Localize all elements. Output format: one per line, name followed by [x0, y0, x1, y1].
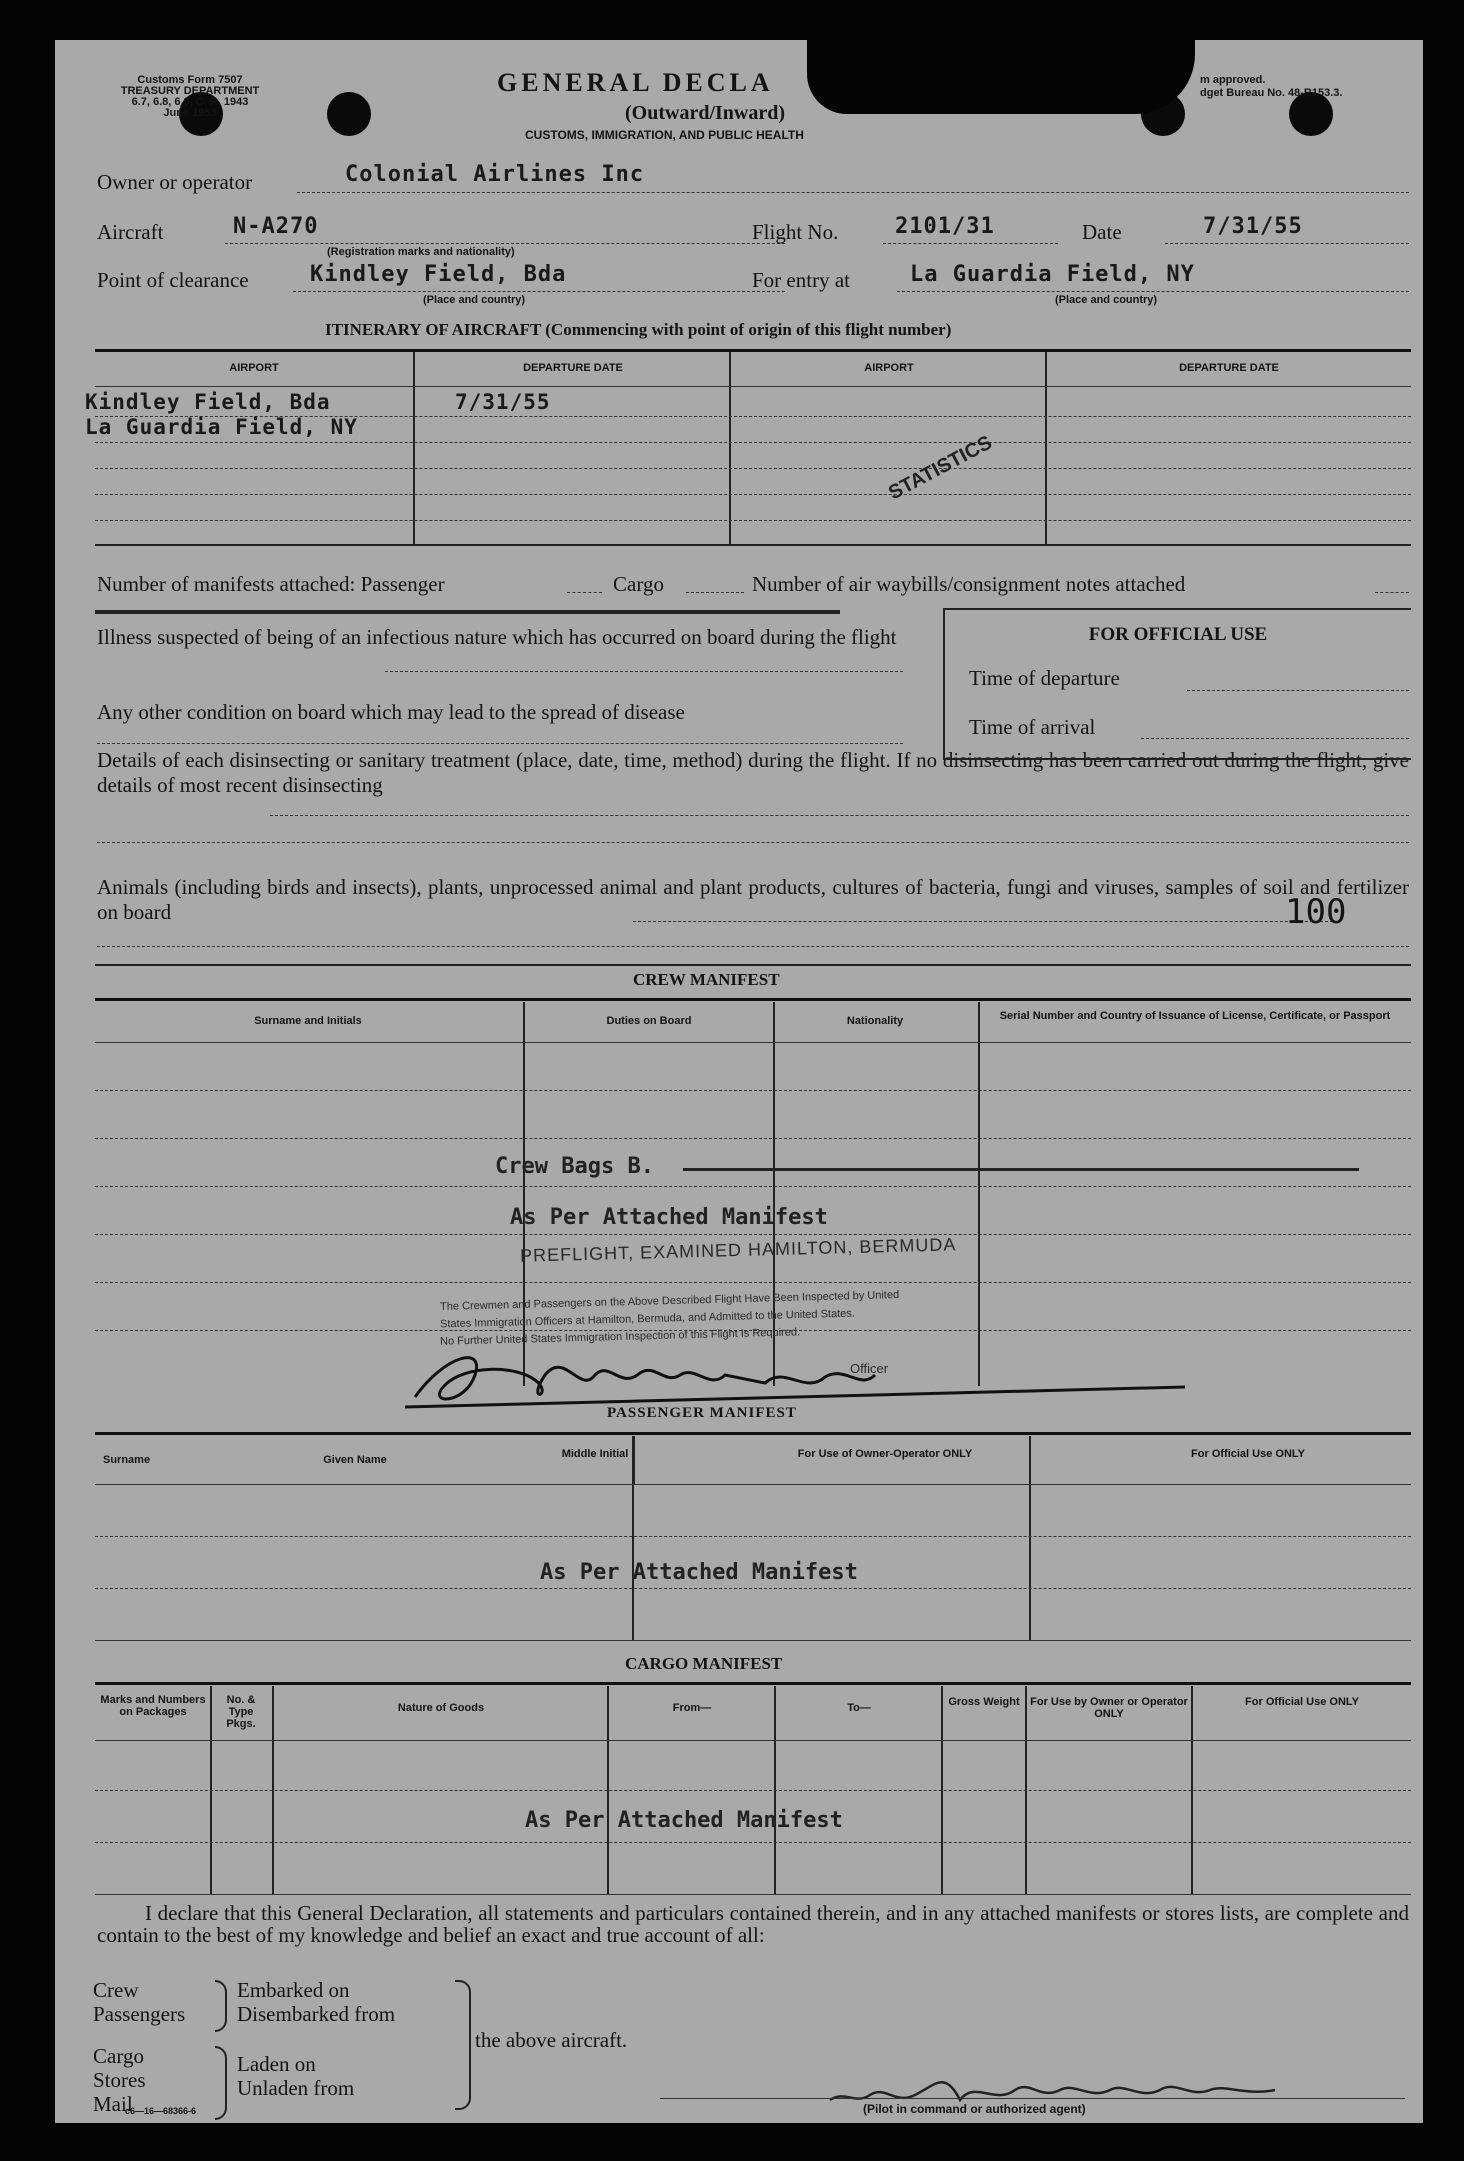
- clearance-note: (Place and country): [423, 294, 526, 306]
- form-number: Customs Form 7507: [137, 74, 243, 86]
- crew-row-line: [95, 1138, 1411, 1139]
- officer-signature: [405, 1335, 1185, 1415]
- crew-manifest-note: As Per Attached Manifest: [510, 1205, 828, 1230]
- crew-label: Crew: [93, 1978, 139, 2002]
- illness-question: Illness suspected of being of an infectious nature which has occurred on board during the flight: [97, 625, 897, 649]
- aircraft-phrase: the above aircraft.: [475, 2028, 628, 2052]
- crew-col-serial: Serial Number and Country of Issuance of License, Certificate, or Passport: [999, 1010, 1391, 1022]
- flight-line: [883, 243, 1058, 244]
- passengers-label: Passengers: [93, 2002, 186, 2026]
- cargo-bottom-rule: [95, 1894, 1411, 1895]
- passenger-row-line: [95, 1588, 1411, 1589]
- laden-label: Laden on: [237, 2052, 316, 2076]
- flight-no-value: 2101/31: [895, 214, 995, 239]
- date-label: Date: [1082, 220, 1122, 244]
- cargo-col-official: For Official Use ONLY: [1245, 1696, 1359, 1708]
- department: TREASURY DEPARTMENT: [120, 85, 260, 97]
- passenger-col-owner: For Use of Owner-Operator ONLY: [797, 1448, 973, 1460]
- itinerary-date-1: 7/31/55: [455, 390, 551, 414]
- pilot-note: (Pilot in command or authorized agent): [863, 2102, 1086, 2116]
- owner-line: [297, 192, 1409, 193]
- cargo-col-marks: Marks and Numbers on Packages: [100, 1694, 206, 1718]
- cargo-row-line: [95, 1790, 1411, 1791]
- itinerary-col-departure: DEPARTURE DATE: [523, 362, 623, 374]
- crew-divider: [523, 1002, 525, 1386]
- redaction-block: [807, 40, 1195, 114]
- regulations: 6.7, 6.8, 6.9, C. R. 1943: [131, 96, 249, 108]
- aircraft-label: Aircraft: [97, 220, 164, 244]
- form-agencies: CUSTOMS, IMMIGRATION, AND PUBLIC HEALTH: [525, 128, 804, 142]
- stamp-text-1: The Crewmen and Passengers on the Above Described Flight Have Been Inspected by United: [439, 1288, 900, 1314]
- itinerary-row-line: [95, 468, 1411, 469]
- itinerary-title: ITINERARY OF AIRCRAFT (Commencing with point of origin of this flight number): [325, 320, 952, 339]
- crew-divider: [978, 1002, 980, 1386]
- crew-row-line: [95, 1282, 1411, 1283]
- declaration-text: I declare that this General Declaration, all statements and particulars contained therein, and in any attached manifests or stores lists, are complete and contain to the best of my knowledge and belief an exact and true account of all:: [97, 1901, 1409, 1947]
- itinerary-row-line: [95, 494, 1411, 495]
- arrival-time-label: Time of arrival: [969, 715, 1096, 739]
- owner-value: Colonial Airlines Inc: [345, 162, 645, 187]
- official-use-box: [943, 608, 1411, 760]
- itinerary-divider: [729, 352, 731, 544]
- stamp-number: 100: [1285, 892, 1347, 932]
- crew-col-duties: Duties on Board: [606, 1015, 692, 1027]
- brace: [215, 1980, 227, 2032]
- itinerary-col-airport-2: AIRPORT: [864, 362, 914, 374]
- crew-bags-text: Crew Bags B.: [495, 1154, 654, 1179]
- animals-line-2: [97, 946, 1409, 947]
- crew-top-rule: [95, 998, 1411, 1001]
- date-line: [1165, 243, 1409, 244]
- crew-col-surname: Surname and Initials: [254, 1015, 362, 1027]
- waybills-label: Number of air waybills/consignment notes attached: [752, 572, 1186, 596]
- cargo-top-rule: [95, 1682, 1411, 1685]
- section-rule: [95, 964, 1411, 966]
- crew-header-rule: [95, 1042, 1411, 1043]
- crew-manifest-title: CREW MANIFEST: [633, 970, 780, 989]
- passenger-row-line: [95, 1536, 1411, 1537]
- entry-line: [897, 291, 1409, 292]
- itinerary-bottom-rule: [95, 544, 1411, 546]
- cargo-col-to: To—: [847, 1702, 871, 1714]
- cargo-row-line: [95, 1842, 1411, 1843]
- entry-value: La Guardia Field, NY: [910, 262, 1195, 287]
- stores-label: Stores: [93, 2068, 146, 2092]
- cargo-col-number: No. & Type Pkgs.: [226, 1694, 256, 1730]
- form-title: GENERAL DECLA: [497, 68, 774, 97]
- itinerary-header-rule: [95, 386, 1411, 387]
- entry-label: For entry at: [752, 268, 850, 292]
- aircraft-line: [225, 243, 785, 244]
- cargo-header-rule: [95, 1740, 1411, 1741]
- illness-line: [385, 671, 903, 672]
- disinsecting-line-2: [97, 842, 1409, 843]
- flight-no-label: Flight No.: [752, 220, 839, 244]
- declaration-page: [55, 40, 1423, 2123]
- itinerary-airport-1: Kindley Field, Bda: [85, 390, 331, 414]
- passenger-col-surname: Surname: [103, 1454, 151, 1466]
- count-underline: [95, 610, 840, 614]
- condition-question: Any other condition on board which may lead to the spread of disease: [97, 700, 685, 724]
- clearance-value: Kindley Field, Bda: [310, 262, 567, 287]
- preflight-stamp: PREFLIGHT, EXAMINED HAMILTON, BERMUDA: [519, 1234, 957, 1266]
- arrival-time-line: [1141, 738, 1409, 739]
- unladen-label: Unladen from: [237, 2076, 355, 2100]
- manifest-count-label: Number of manifests attached: Passenger: [97, 572, 445, 596]
- passenger-col-middle: Middle Initial: [561, 1448, 629, 1460]
- passenger-col-given: Given Name: [323, 1454, 387, 1466]
- statistics-stamp: STATISTICS: [885, 431, 996, 505]
- stamp-text-2: States Immigration Officers at Hamilton, Bermuda, and Admitted to the United States.: [439, 1307, 856, 1331]
- brace: [455, 1980, 471, 2110]
- approval-note: m approved.: [1200, 74, 1266, 86]
- passenger-top-rule: [95, 1432, 1411, 1435]
- form-date: June 1953: [163, 107, 217, 119]
- crew-col-nationality: Nationality: [846, 1015, 904, 1027]
- animals-question: Animals (including birds and insects), plants, unprocessed animal and plant products, cultures of bacteria, fungi and viruses, samples of soil and fertilizer on board: [97, 875, 1409, 924]
- stamp-officer: Officer: [850, 1361, 889, 1376]
- official-use-title: FOR OFFICIAL USE: [1088, 624, 1268, 645]
- registration-note: (Registration marks and nationality): [327, 246, 515, 258]
- cargo-manifest-title: CARGO MANIFEST: [625, 1654, 783, 1673]
- condition-line: [97, 743, 903, 744]
- embarked-label: Embarked on: [237, 1978, 350, 2002]
- disinsecting-question: Details of each disinsecting or sanitary treatment (place, date, time, method) during the flight. If no disinsecting has been carried out during the flight, give details of most recent disinsecting: [97, 748, 1409, 797]
- itinerary-row-line: [95, 520, 1411, 521]
- cargo-manifest-note: As Per Attached Manifest: [525, 1808, 843, 1833]
- itinerary-divider: [1045, 352, 1047, 544]
- cargo-col-owner: For Use by Owner or Operator ONLY: [1030, 1696, 1188, 1720]
- itinerary-airport-2: La Guardia Field, NY: [85, 415, 358, 439]
- cargo-count-label: Cargo: [613, 572, 664, 596]
- itinerary-divider: [413, 352, 415, 544]
- passenger-bottom-rule: [95, 1640, 1411, 1641]
- clearance-label: Point of clearance: [97, 268, 249, 292]
- passenger-manifest-title: PASSENGER MANIFEST: [607, 1405, 797, 1421]
- crew-strike-line: [683, 1168, 1359, 1171]
- budget-bureau: dget Bureau No. 48-R153.3.: [1200, 87, 1343, 99]
- crew-row-line: [95, 1186, 1411, 1187]
- passenger-divider: [1029, 1436, 1031, 1640]
- brace: [215, 2046, 227, 2120]
- departure-time-line: [1187, 690, 1409, 691]
- itinerary-top-rule: [95, 349, 1411, 352]
- disinsecting-line: [270, 815, 1409, 816]
- owner-label: Owner or operator: [97, 170, 253, 194]
- cargo-label: Cargo: [93, 2044, 144, 2068]
- passenger-col-official: For Official Use ONLY: [1191, 1448, 1305, 1460]
- animals-line: [633, 921, 1333, 922]
- itinerary-col-airport: AIRPORT: [229, 362, 279, 374]
- cargo-col-goods: Nature of Goods: [397, 1702, 485, 1714]
- punch-hole: [327, 92, 371, 136]
- manifest-count-line: [567, 592, 602, 593]
- cargo-col-from: From—: [672, 1702, 712, 1714]
- entry-note: (Place and country): [1055, 294, 1158, 306]
- clearance-line: [293, 291, 785, 292]
- departure-time-label: Time of departure: [969, 666, 1120, 690]
- date-value: 7/31/55: [1203, 214, 1303, 239]
- print-code: c6—16—68366-6: [125, 2106, 197, 2116]
- cargo-col-weight: Gross Weight: [948, 1696, 1020, 1708]
- form-subtitle: (Outward/Inward): [625, 102, 786, 124]
- itinerary-row-line: [95, 442, 1411, 443]
- crew-row-line: [95, 1090, 1411, 1091]
- mail-label: Mail: [93, 2092, 133, 2116]
- passenger-divider: [632, 1436, 634, 1640]
- aircraft-value: N-A270: [233, 214, 319, 239]
- crew-row-line: [95, 1234, 1411, 1235]
- itinerary-col-departure-2: DEPARTURE DATE: [1179, 362, 1279, 374]
- disembarked-label: Disembarked from: [237, 2002, 396, 2026]
- signature-line: [660, 2098, 1405, 2099]
- cargo-count-line: [686, 592, 744, 593]
- waybills-line: [1375, 592, 1409, 593]
- passenger-manifest-note: As Per Attached Manifest: [540, 1560, 858, 1585]
- passenger-header-rule: [95, 1484, 1411, 1485]
- stamp-text-3: No Further United States Immigration Inspection of this Flight Is Required.: [439, 1326, 801, 1348]
